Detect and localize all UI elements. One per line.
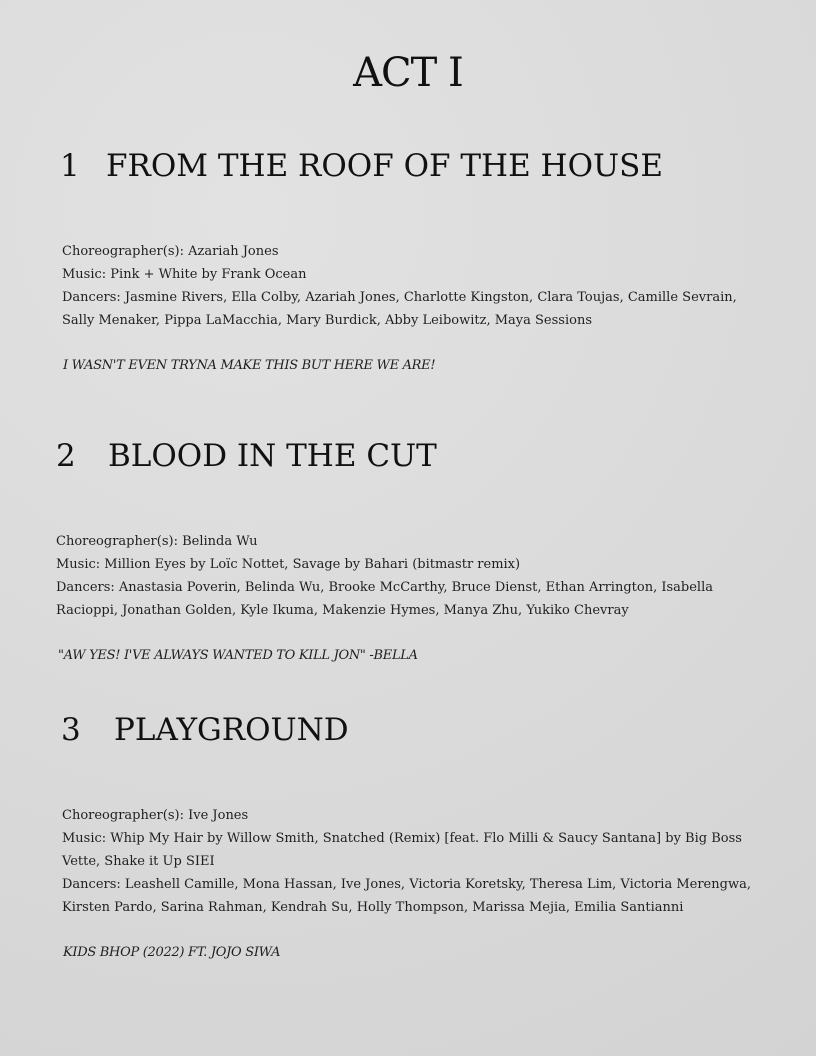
- choreographer-line: Choreographer(s): Ive Jones: [62, 808, 249, 823]
- section-heading: [60, 148, 663, 184]
- section-quote: "AW YES! I'VE ALWAYS WANTED TO KILL JON" -BELLA: [58, 648, 418, 663]
- dancers-line-continued: Kirsten Pardo, Sarina Rahman, Kendrah Su, Holly Thompson, Marissa Mejia, Emilia Santianni: [62, 900, 684, 915]
- dancers-line-continued: Sally Menaker, Pippa LaMacchia, Mary Burdick, Abby Leibowitz, Maya Sessions: [62, 313, 592, 328]
- section-credits: [62, 804, 762, 919]
- section-number: 2: [56, 438, 76, 474]
- section-title: FROM THE ROOF OF THE HOUSE: [106, 148, 664, 184]
- act-title: ACT I: [353, 50, 463, 96]
- section-title: BLOOD IN THE CUT: [108, 438, 437, 474]
- section-credits: [62, 240, 762, 332]
- section-heading: [61, 712, 349, 748]
- dancers-line: Dancers: Jasmine Rivers, Ella Colby, Azariah Jones, Charlotte Kingston, Clara Toujas, Camille Sevrain,: [62, 290, 737, 305]
- choreographer-line: Choreographer(s): Azariah Jones: [62, 244, 279, 259]
- dancers-line: Dancers: Anastasia Poverin, Belinda Wu, Brooke McCarthy, Bruce Dienst, Ethan Arrington, Isabella: [56, 580, 713, 595]
- section-quote: I WASN'T EVEN TRYNA MAKE THIS BUT HERE WE ARE!: [63, 358, 436, 373]
- section-title: PLAYGROUND: [114, 712, 349, 748]
- choreographer-line: Choreographer(s): Belinda Wu: [56, 534, 258, 549]
- music-line: Music: Whip My Hair by Willow Smith, Snatched (Remix) [feat. Flo Milli & Saucy Santana] by Big Boss: [62, 831, 742, 846]
- music-line: Music: Pink + White by Frank Ocean: [62, 267, 307, 282]
- dancers-line: Dancers: Leashell Camille, Mona Hassan, Ive Jones, Victoria Koretsky, Theresa Lim, Victoria Merengwa,: [62, 877, 751, 892]
- music-line: Music: Million Eyes by Loïc Nottet, Savage by Bahari (bitmastr remix): [56, 557, 521, 572]
- section-heading: [56, 438, 437, 474]
- section-credits: [56, 530, 756, 622]
- section-number: 1: [60, 148, 80, 184]
- section-quote: KIDS BHOP (2022) FT. JOJO SIWA: [63, 945, 281, 960]
- music-line-continued: Vette, Shake it Up SIEI: [62, 854, 215, 869]
- dancers-line-continued: Racioppi, Jonathan Golden, Kyle Ikuma, Makenzie Hymes, Manya Zhu, Yukiko Chevray: [56, 603, 629, 618]
- section-number: 3: [61, 712, 81, 748]
